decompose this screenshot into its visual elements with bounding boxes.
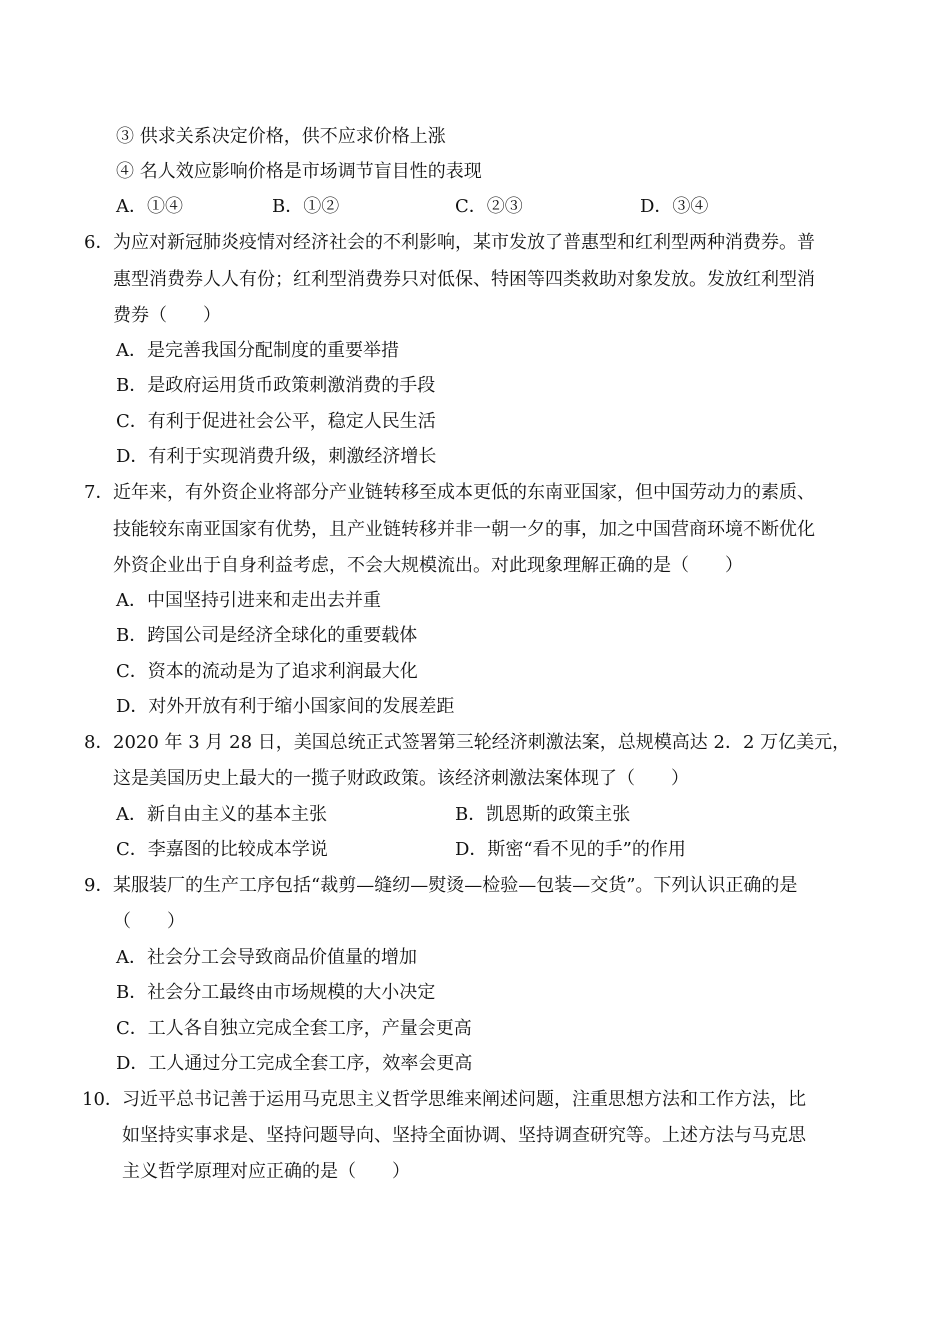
q10-stem-line-3: 主义哲学原理对应正确的是（ ）: [122, 1161, 410, 1182]
q7-number: 7．: [84, 482, 114, 503]
q5-option-c: C．②③: [455, 196, 523, 217]
q10-stem-line-2: 如坚持实事求是、坚持问题导向、坚持全面协调、坚持调查研究等。上述方法与马克思: [122, 1125, 806, 1146]
q8-option-d: D．斯密“看不见的手”的作用: [455, 839, 686, 860]
q7-option-b: B．跨国公司是经济全球化的重要载体: [116, 625, 418, 646]
q8-option-a: A．新自由主义的基本主张: [116, 804, 327, 825]
q9-stem-line-1: 某服装厂的生产工序包括“裁剪—缝纫—熨烫—检验—包装—交货”。下列认识正确的是: [113, 875, 798, 896]
q9-option-d: D．工人通过分工完成全套工序，效率会更高: [116, 1053, 473, 1074]
q6-stem-line-1: 为应对新冠肺炎疫情对经济社会的不利影响，某市发放了普惠型和红利型两种消费券。普: [113, 232, 815, 253]
q8-stem-line-2: 这是美国历史上最大的一揽子财政政策。该经济刺激法案体现了（ ）: [113, 768, 689, 789]
q6-number: 6．: [84, 232, 114, 253]
q9-option-b: B．社会分工最终由市场规模的大小决定: [116, 982, 436, 1003]
q5-option-b: B．①②: [272, 196, 340, 217]
q5-option-a: A．①④: [116, 196, 183, 217]
q5-item-3: ③ 供求关系决定价格，供不应求价格上涨: [116, 126, 446, 147]
q7-stem-line-2: 技能较东南亚国家有优势，且产业链转移并非一朝一夕的事，加之中国营商环境不断优化: [113, 519, 815, 540]
q9-stem-line-2: （ ）: [113, 911, 185, 932]
q6-stem-line-2: 惠型消费券人人有份；红利型消费券只对低保、特困等四类救助对象发放。发放红利型消: [113, 269, 815, 290]
q5-option-d: D．③④: [640, 196, 709, 217]
q10-stem-line-1: 习近平总书记善于运用马克思主义哲学思维来阐述问题，注重思想方法和工作方法，比: [122, 1089, 806, 1110]
q6-option-b: B．是政府运用货币政策刺激消费的手段: [116, 375, 436, 396]
q6-option-a: A．是完善我国分配制度的重要举措: [116, 340, 399, 361]
q8-option-b: B．凯恩斯的政策主张: [455, 804, 631, 825]
q7-option-a: A．中国坚持引进来和走出去并重: [116, 590, 381, 611]
q9-number: 9．: [84, 875, 114, 896]
q7-option-c: C．资本的流动是为了追求利润最大化: [116, 661, 418, 682]
q10-number: 10．: [82, 1089, 123, 1110]
q7-option-d: D．对外开放有利于缩小国家间的发展差距: [116, 696, 455, 717]
q7-stem-line-1: 近年来，有外资企业将部分产业链转移至成本更低的东南亚国家，但中国劳动力的素质、: [113, 482, 815, 503]
q6-stem-line-3: 费券（ ）: [113, 305, 221, 326]
q6-option-c: C．有利于促进社会公平，稳定人民生活: [116, 411, 436, 432]
q7-stem-line-3: 外资企业出于自身利益考虑，不会大规模流出。对此现象理解正确的是（ ）: [113, 555, 743, 576]
q8-stem-line-1: 2020 年 3 月 28 日，美国总统正式签署第三轮经济刺激法案，总规模高达 2．2 万亿美元，: [113, 732, 851, 753]
q8-number: 8．: [84, 732, 114, 753]
q6-option-d: D．有利于实现消费升级，刺激经济增长: [116, 446, 437, 467]
q9-option-a: A．社会分工会导致商品价值量的增加: [116, 947, 417, 968]
q9-option-c: C．工人各自独立完成全套工序，产量会更高: [116, 1018, 472, 1039]
q5-item-4: ④ 名人效应影响价格是市场调节盲目性的表现: [116, 161, 482, 182]
q8-option-c: C．李嘉图的比较成本学说: [116, 839, 328, 860]
